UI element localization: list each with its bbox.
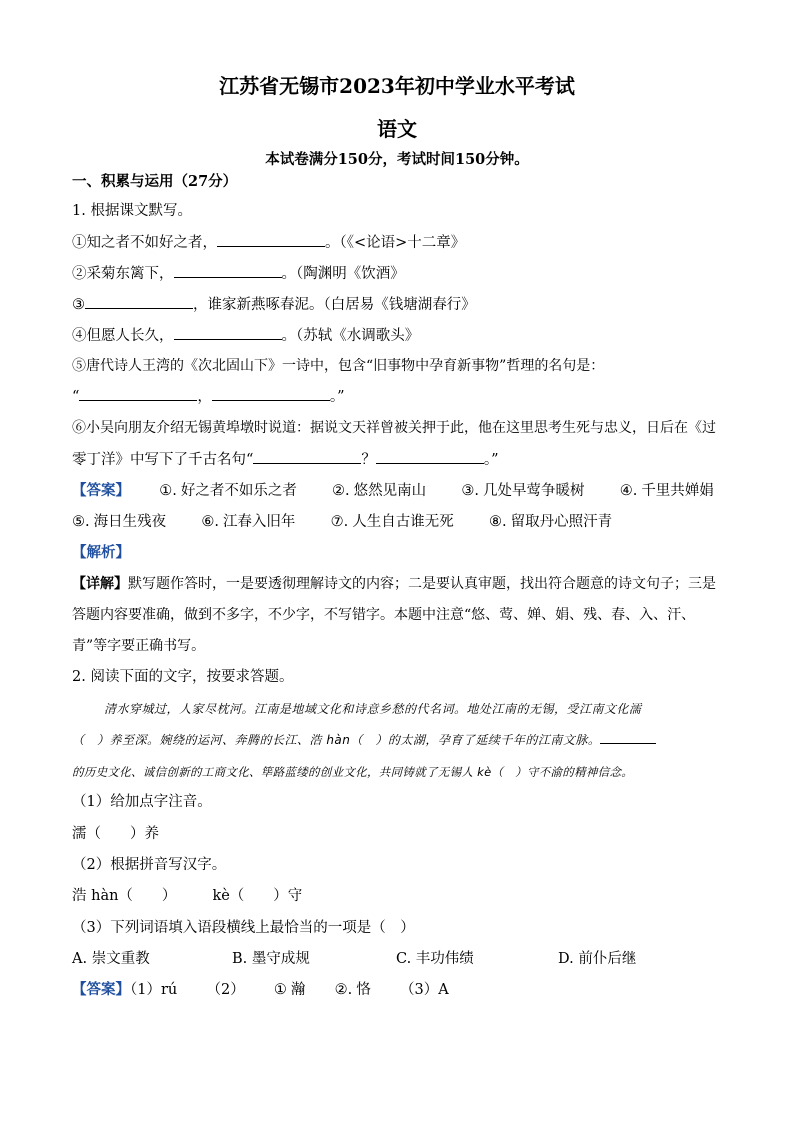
answer-num: ①: [273, 982, 287, 998]
answer-num: ⑧.: [488, 514, 507, 530]
q1-line2: [72, 263, 405, 284]
passage-text: （ ）养至深。婉绕的运河、奔腾的长江、浩 hàn（ ）的太湖，孕育了延续千年的江南文脉。: [72, 733, 601, 747]
q2-sub2: （2）根据拼音写汉字。: [72, 857, 227, 873]
answer-blank[interactable]: [217, 232, 325, 247]
q1-line6-blanks: [72, 449, 499, 470]
q1-l1-source: 。（《<论语>十二章》: [325, 235, 466, 251]
q1-l3-text: ③: [72, 297, 85, 313]
answer-num: ②.: [334, 982, 353, 998]
subject-title: 语文: [377, 117, 417, 141]
answer-num: ⑦.: [330, 514, 349, 530]
q1-stem: 1. 根据课文默写。: [72, 203, 192, 219]
q1-line4: [72, 325, 419, 346]
pinyin-item-2: kè（ ）守: [212, 888, 303, 904]
answer-text: 人生自古谁无死: [352, 514, 454, 530]
q2-sub1: （1）给加点字注音。: [72, 794, 212, 810]
q1-line1: [72, 232, 465, 253]
answer-blank[interactable]: [174, 263, 282, 278]
detail-line1: [72, 574, 716, 594]
answer-text: （2）: [206, 982, 245, 998]
q2-sub2-items: [72, 886, 302, 906]
q2-answer: [72, 980, 449, 1000]
question-mark: ？: [361, 452, 376, 468]
q2-sub1-item: 濡（ ）养: [72, 826, 159, 842]
answer-blank[interactable]: [376, 449, 484, 464]
passage-line3: 的历史文化、诚信创新的工商文化、筚路蓝缕的创业文化，共同铸就了无锡人 kè（ ）守不渝的精神信念。: [72, 765, 634, 779]
answer-num: ⑤.: [72, 514, 90, 530]
q1-line6: ⑥小吴向朋友介绍无锡黄埠墩时说道：据说文天祥曾被关押于此，他在这里思考生死与忠义，日后在《过: [72, 420, 716, 436]
passage-blank[interactable]: [600, 731, 656, 744]
detail-text: 默写题作答时，一是要透彻理解诗文的内容；二是要认真审题，找出符合题意的诗文句子；三是: [128, 576, 716, 592]
analysis-label: 【解析】: [72, 544, 130, 561]
option-c[interactable]: C. 丰功伟绩: [396, 951, 474, 967]
answer-text: 瀚: [290, 982, 306, 998]
quote-close: 。”: [329, 389, 345, 405]
q1-l1-text: ①知之者不如好之者，: [72, 235, 217, 251]
answer-text: 悠然见南山: [353, 483, 427, 499]
answer-num: ①.: [159, 483, 177, 499]
option-a[interactable]: A. 崇文重教: [72, 951, 150, 967]
answer-text: 江春入旧年: [222, 514, 296, 530]
q1-l3-source: ，谁家新燕啄春泥。（白居易《钱塘湖春行》: [193, 297, 476, 313]
q1-line5-blanks: [72, 386, 345, 407]
answer-num: ④.: [619, 483, 638, 499]
answer-text: 好之者不如乐之者: [180, 483, 297, 499]
passage-line1: 清水穿城过，人家尽枕河。江南是地域文化和诗意乡愁的代名词。地处江南的无锡，受江南文化濡: [104, 702, 642, 716]
answer-num: ⑥.: [201, 514, 219, 530]
q1-l6-text: 零丁洋》中写下了千古名句“: [72, 452, 254, 468]
option-d[interactable]: D. 前仆后继: [558, 951, 637, 967]
option-b[interactable]: B. 墨守成规: [232, 951, 310, 967]
q1-l4-source: 。（苏轼《水调歌头》: [281, 328, 420, 344]
detail-label: 【详解】: [72, 576, 128, 592]
detail-line3: 青”等字要正确书写。: [72, 638, 206, 654]
q1-line5: ⑤唐代诗人王湾的《次北固山下》一诗中，包含“旧事物中孕育新事物”哲理的名句是：: [72, 358, 605, 374]
q1-answer-row2: [72, 512, 612, 532]
answer-blank[interactable]: [79, 386, 197, 401]
answer-label: 【答案】: [72, 981, 130, 998]
answer-text: 留取丹心照汗青: [510, 514, 613, 530]
q2-stem: 2. 阅读下面的文字，按要求答题。: [72, 669, 294, 685]
quote-close: 。”: [483, 452, 499, 468]
q1-l2-source: 。（陶渊明《饮酒》: [281, 266, 405, 282]
passage-line2: [72, 730, 656, 750]
answer-text: 恪: [356, 982, 371, 998]
answer-text: （3）A: [399, 982, 449, 998]
q2-sub3: （3）下列词语填入语段横线上最恰当的一项是（ ）: [72, 920, 415, 936]
q1-l4-text: ④但愿人长久，: [72, 328, 174, 344]
detail-line2: 答题内容要准确，做到不多字，不少字，不写错字。本题中注意“悠、莺、婵、娟、残、春、入、汗、: [72, 607, 696, 623]
answer-text: 千里共婵娟: [641, 483, 714, 499]
exam-note: 本试卷满分150分，考试时间150分钟。: [265, 151, 529, 168]
answer-num: ②.: [332, 483, 350, 499]
comma: ，: [197, 389, 212, 405]
q1-line3: [72, 294, 476, 315]
q1-l2-text: ②采菊东篱下，: [72, 266, 174, 282]
answer-text: 海日生残夜: [93, 514, 167, 530]
section-heading: 一、积累与运用（27分）: [72, 173, 238, 190]
answer-blank[interactable]: [85, 294, 193, 309]
answer-text: （1）rú: [130, 982, 178, 998]
answer-label: 【答案】: [72, 482, 130, 499]
pinyin-item-1: 浩 hàn（ ）: [72, 888, 177, 904]
answer-blank[interactable]: [212, 386, 330, 401]
q1-answer-row1: [72, 481, 714, 501]
exam-title: 江苏省无锡市2023年初中学业水平考试: [219, 74, 575, 98]
answer-blank[interactable]: [174, 325, 282, 340]
answer-text: 几处早莺争暖树: [482, 483, 585, 499]
answer-blank[interactable]: [253, 449, 361, 464]
answer-num: ③.: [461, 483, 479, 499]
quote-open: “: [72, 389, 80, 405]
